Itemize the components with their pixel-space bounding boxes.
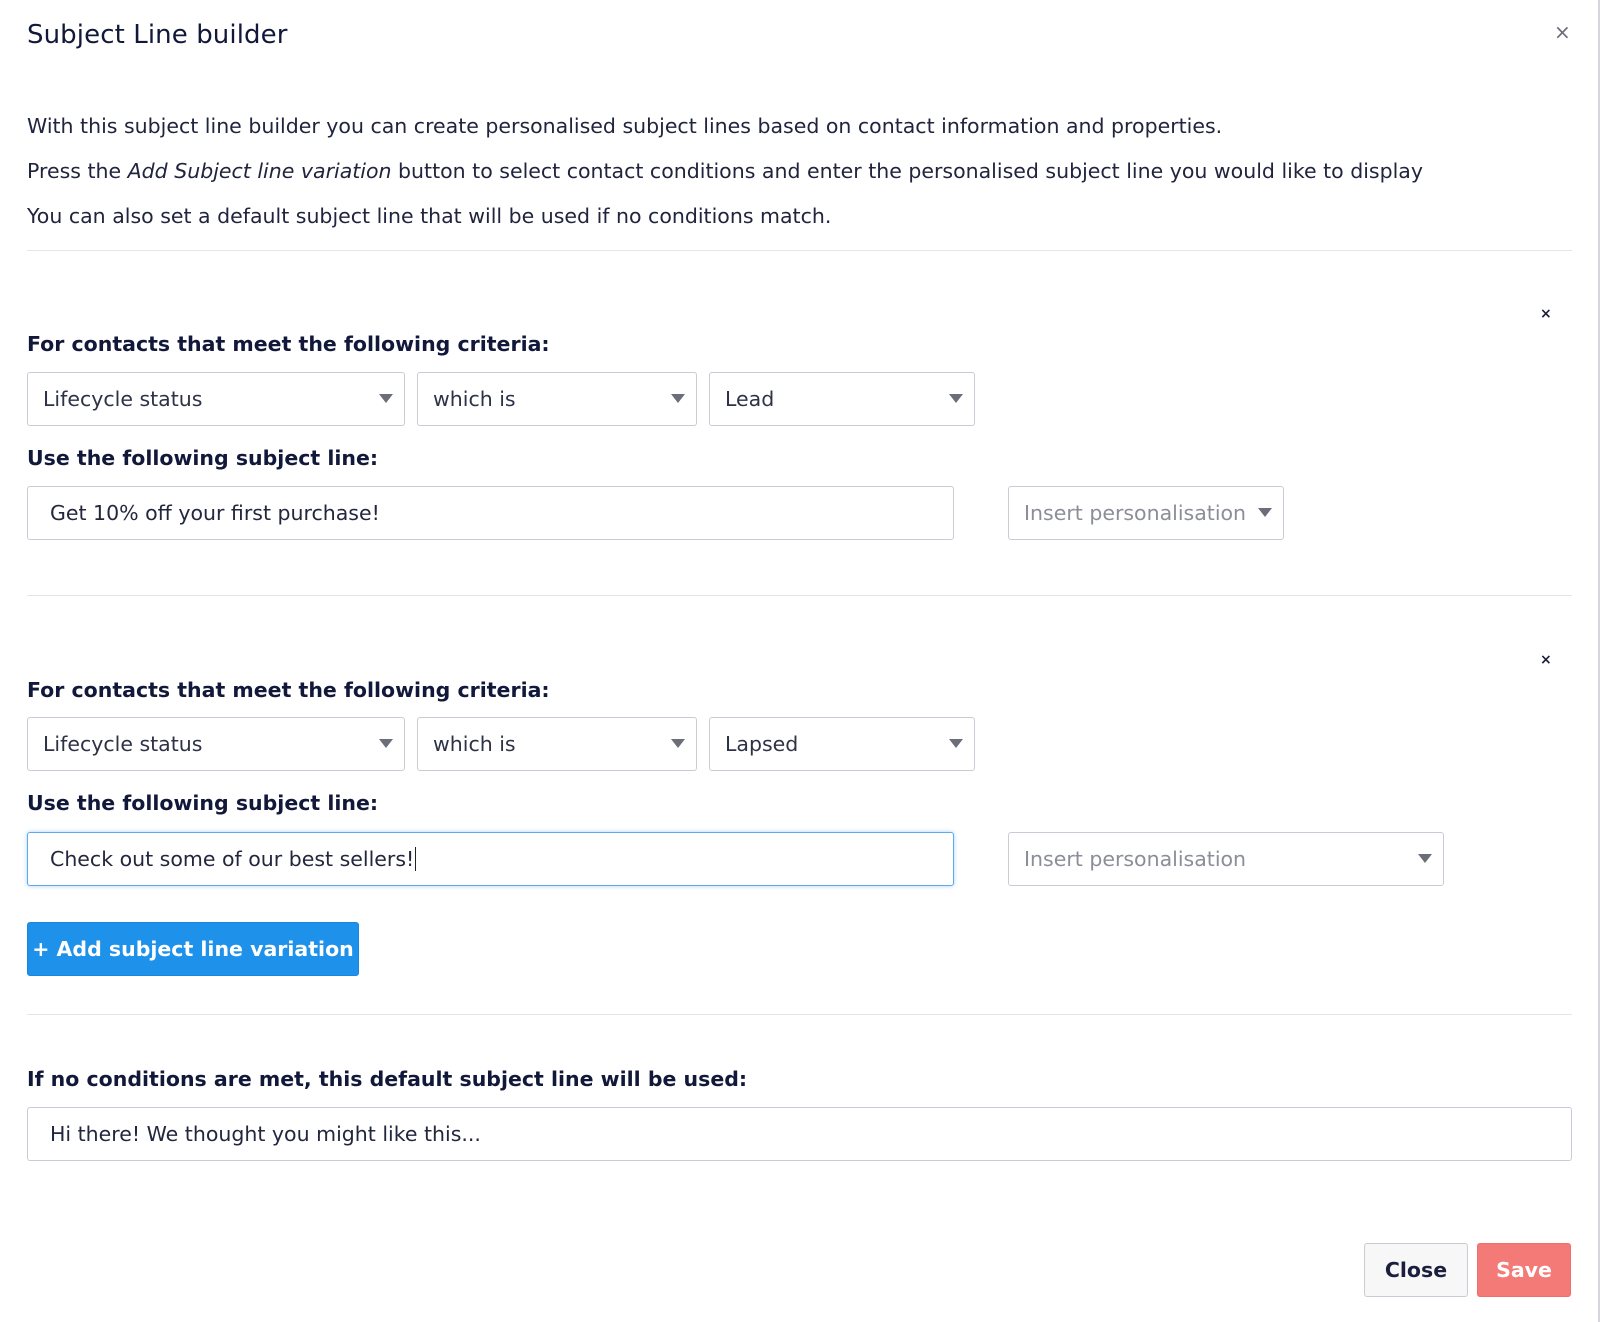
insert-personalisation-select[interactable] bbox=[1008, 832, 1444, 886]
intro-text-2-prefix: Press the bbox=[27, 159, 128, 183]
operator-select[interactable] bbox=[417, 372, 697, 426]
subject-line-label: Use the following subject line: bbox=[27, 791, 379, 815]
field-select[interactable] bbox=[27, 372, 405, 426]
default-subject-line-value: Hi there! We thought you might like this... bbox=[50, 1122, 481, 1146]
field-select[interactable] bbox=[27, 717, 405, 771]
field-select-value: Lifecycle status bbox=[43, 732, 203, 756]
value-select[interactable] bbox=[709, 372, 975, 426]
chevron-down-icon bbox=[379, 394, 393, 403]
chevron-down-icon bbox=[379, 739, 393, 748]
close-icon[interactable]: × bbox=[1554, 20, 1571, 44]
value-select-value: Lapsed bbox=[725, 732, 799, 756]
save-button[interactable]: Save bbox=[1477, 1243, 1571, 1297]
criteria-label: For contacts that meet the following criteria: bbox=[27, 678, 550, 702]
insert-personalisation-placeholder: Insert personalisation bbox=[1024, 847, 1247, 871]
text-cursor bbox=[415, 847, 416, 871]
subject-line-input-value: Get 10% off your first purchase! bbox=[50, 501, 380, 525]
subject-line-input[interactable] bbox=[27, 486, 954, 540]
chevron-down-icon bbox=[949, 739, 963, 748]
subject-line-input[interactable] bbox=[27, 832, 954, 886]
divider bbox=[27, 1014, 1572, 1015]
operator-select-value: which is bbox=[433, 732, 516, 756]
field-select-value: Lifecycle status bbox=[43, 387, 203, 411]
subject-line-label: Use the following subject line: bbox=[27, 446, 379, 470]
close-button[interactable]: Close bbox=[1364, 1243, 1468, 1297]
chevron-down-icon bbox=[1258, 508, 1272, 517]
divider bbox=[27, 595, 1572, 596]
intro-text-1: With this subject line builder you can create personalised subject lines based on contact information and properties. bbox=[27, 114, 1223, 138]
remove-variation-icon[interactable]: × bbox=[1540, 652, 1552, 668]
chevron-down-icon bbox=[949, 394, 963, 403]
chevron-down-icon bbox=[1418, 854, 1432, 863]
intro-text-2 bbox=[27, 159, 1423, 183]
modal-title: Subject Line builder bbox=[27, 20, 288, 50]
default-subject-line-input[interactable] bbox=[27, 1107, 1572, 1161]
chevron-down-icon bbox=[671, 739, 685, 748]
operator-select-value: which is bbox=[433, 387, 516, 411]
intro-text-2-suffix: button to select contact conditions and enter the personalised subject line you would like to display bbox=[391, 159, 1423, 183]
insert-personalisation-select[interactable] bbox=[1008, 486, 1284, 540]
chevron-down-icon bbox=[671, 394, 685, 403]
add-subject-line-variation-button[interactable]: + Add subject line variation bbox=[27, 922, 359, 976]
remove-variation-icon[interactable]: × bbox=[1540, 306, 1552, 322]
divider bbox=[27, 250, 1572, 251]
criteria-label: For contacts that meet the following criteria: bbox=[27, 332, 550, 356]
value-select[interactable] bbox=[709, 717, 975, 771]
intro-text-2-emphasis: Add Subject line variation bbox=[127, 159, 392, 183]
operator-select[interactable] bbox=[417, 717, 697, 771]
subject-line-input-value: Check out some of our best sellers! bbox=[50, 847, 415, 871]
intro-text-3: You can also set a default subject line that will be used if no conditions match. bbox=[27, 204, 832, 228]
default-subject-line-label: If no conditions are met, this default subject line will be used: bbox=[27, 1067, 748, 1091]
insert-personalisation-placeholder: Insert personalisation bbox=[1024, 501, 1247, 525]
value-select-value: Lead bbox=[725, 387, 775, 411]
